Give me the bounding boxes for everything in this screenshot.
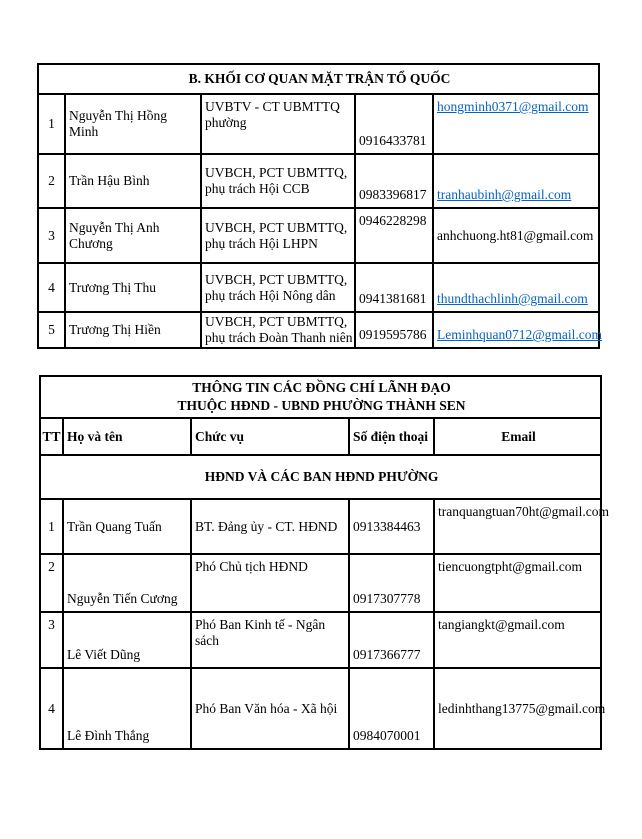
cell-name: Nguyễn Tiến Cương xyxy=(63,554,191,612)
table-row xyxy=(40,554,601,612)
table2-title xyxy=(40,376,601,418)
cell-name: Nguyễn Thị Hồng Minh xyxy=(65,94,201,154)
table-row xyxy=(38,312,599,348)
cell-role: UVBCH, PCT UBMTTQ, phụ trách Hội CCB xyxy=(201,154,355,208)
col-header-tt: TT xyxy=(40,418,63,455)
cell-email xyxy=(433,154,599,208)
cell-email xyxy=(433,263,599,312)
cell-email xyxy=(433,94,599,154)
table2-title-line1: THÔNG TIN CÁC ĐỒNG CHÍ LÃNH ĐẠO xyxy=(192,379,451,395)
col-header-phone: Số điện thoại xyxy=(349,418,434,455)
cell-no: 5 xyxy=(38,312,65,348)
table2-section-header: HĐND VÀ CÁC BAN HĐND PHƯỜNG xyxy=(40,455,601,499)
cell-no: 4 xyxy=(40,668,63,749)
cell-role: Phó Ban Văn hóa - Xã hội xyxy=(191,668,349,749)
cell-phone: 0941381681 xyxy=(355,263,433,312)
cell-role: UVBTV - CT UBMTTQ phường xyxy=(201,94,355,154)
table-row xyxy=(38,263,599,312)
col-header-role: Chức vụ xyxy=(191,418,349,455)
cell-name: Trương Thị Thu xyxy=(65,263,201,312)
cell-name: Lê Viết Dũng xyxy=(63,612,191,668)
cell-no: 2 xyxy=(40,554,63,612)
table-row xyxy=(38,208,599,263)
cell-no: 3 xyxy=(40,612,63,668)
col-header-email: Email xyxy=(434,418,601,455)
cell-phone: 0919595786 xyxy=(355,312,433,348)
table-row xyxy=(38,94,599,154)
cell-no: 2 xyxy=(38,154,65,208)
cell-name: Nguyễn Thị Anh Chương xyxy=(65,208,201,263)
cell-email: tiencuongtpht@gmail.com xyxy=(434,554,601,612)
cell-phone: 0983396817 xyxy=(355,154,433,208)
cell-name: Lê Đình Thắng xyxy=(63,668,191,749)
cell-email: ledinhthang13775@gmail.com xyxy=(434,668,601,749)
cell-name: Trương Thị Hiền xyxy=(65,312,201,348)
table-row xyxy=(38,154,599,208)
email-link[interactable]: hongminh0371@gmail.com xyxy=(437,99,589,114)
table2-title-line2: THUỘC HĐND - UBND PHƯỜNG THÀNH SEN xyxy=(177,398,466,413)
table1-title: B. KHỐI CƠ QUAN MẶT TRẬN TỔ QUỐC xyxy=(38,64,599,94)
mattran-table xyxy=(37,63,603,349)
cell-phone: 0984070001 xyxy=(349,668,434,749)
table2-header-row xyxy=(40,418,601,455)
cell-role: UVBCH, PCT UBMTTQ, phụ trách Hội Nông dân xyxy=(201,263,355,312)
email-link[interactable]: Leminhquan0712@gmail.com xyxy=(437,327,603,343)
cell-email: tranquangtuan70ht@gmail.com xyxy=(434,499,601,554)
col-header-name: Họ và tên xyxy=(63,418,191,455)
table-row xyxy=(40,668,601,749)
table2-section-row xyxy=(40,455,601,499)
cell-role: Phó Ban Kinh tế - Ngân sách xyxy=(191,612,349,668)
cell-no: 4 xyxy=(38,263,65,312)
email-link[interactable]: tranhaubinh@gmail.com xyxy=(437,187,572,203)
cell-role: UVBCH, PCT UBMTTQ, phụ trách Hội LHPN xyxy=(201,208,355,263)
cell-email xyxy=(433,312,603,348)
cell-phone: 0917366777 xyxy=(349,612,434,668)
cell-email: anhchuong.ht81@gmail.com xyxy=(433,208,599,263)
cell-phone: 0913384463 xyxy=(349,499,434,554)
cell-name: Trần Hậu Bình xyxy=(65,154,201,208)
cell-phone: 0946228298 xyxy=(355,208,433,263)
cell-no: 3 xyxy=(38,208,65,263)
cell-no: 1 xyxy=(38,94,65,154)
cell-role: BT. Đảng ủy - CT. HĐND xyxy=(191,499,349,554)
cell-role: UVBCH, PCT UBMTTQ, phụ trách Đoàn Thanh niên xyxy=(201,312,355,348)
cell-email: tangiangkt@gmail.com xyxy=(434,612,601,668)
table2-title-row xyxy=(40,376,601,418)
table-row xyxy=(40,612,601,668)
table-row xyxy=(40,499,601,554)
hdnd-table xyxy=(39,375,610,750)
cell-phone: 0917307778 xyxy=(349,554,434,612)
cell-name: Trần Quang Tuấn xyxy=(63,499,191,554)
cell-phone: 0916433781 xyxy=(355,94,433,154)
table1-title-row xyxy=(38,64,599,94)
cell-no: 1 xyxy=(40,499,63,554)
email-link[interactable]: thundthachlinh@gmail.com xyxy=(437,291,588,307)
cell-role: Phó Chủ tịch HĐND xyxy=(191,554,349,612)
